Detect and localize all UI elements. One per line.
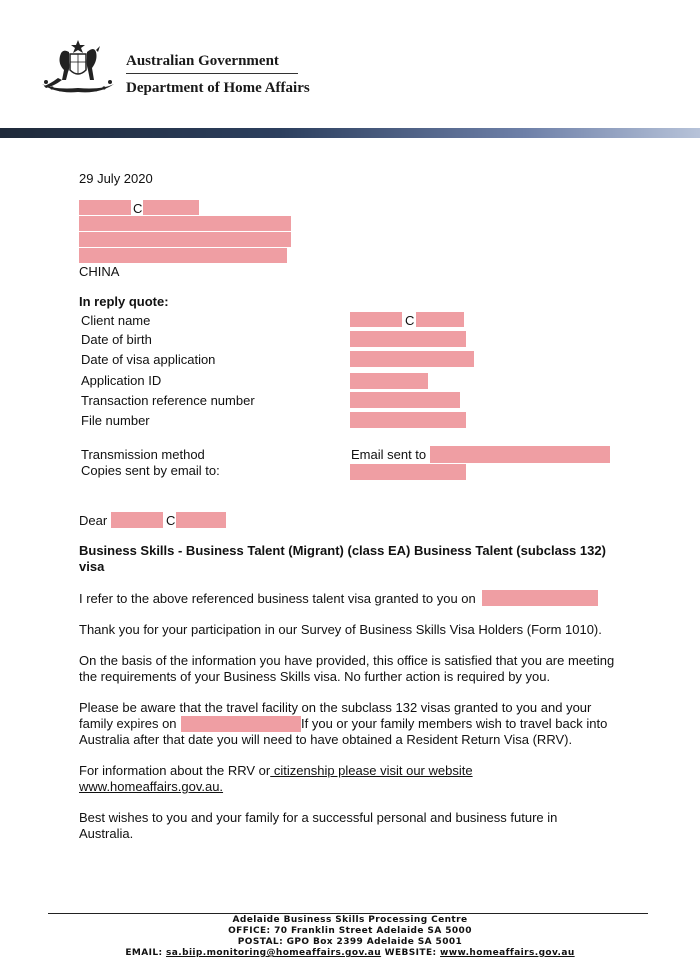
redacted-value bbox=[350, 392, 460, 408]
client-initial: C bbox=[405, 313, 415, 328]
copies-label: Copies sent by email to: bbox=[81, 463, 220, 478]
email-link[interactable]: sa.biip.monitoring@homeaffairs.gov.au bbox=[166, 948, 382, 958]
title-divider bbox=[126, 73, 298, 74]
letterhead bbox=[0, 0, 700, 128]
paragraph-text: Best wishes to you and your family for a successful personal and business future in bbox=[79, 810, 558, 825]
redacted-value bbox=[350, 331, 466, 347]
redacted-name bbox=[79, 200, 131, 215]
paragraph-grant: I refer to the above referenced business talent visa granted to you on bbox=[79, 591, 476, 606]
paragraph-text: Please be aware that the travel facility on the subclass 132 visas granted to you and your bbox=[79, 700, 592, 715]
footer-centre-name: Adelaide Business Skills Processing Centre bbox=[232, 915, 468, 925]
header-band bbox=[0, 128, 700, 138]
coat-of-arms-icon bbox=[36, 38, 120, 96]
redacted-date bbox=[181, 716, 301, 732]
field-label: Date of birth bbox=[81, 332, 152, 347]
paragraph-thanks: Thank you for your participation in our Survey of Business Skills Visa Holders (Form 1010). bbox=[79, 622, 602, 637]
footer-postal: POSTAL: GPO Box 2399 Adelaide SA 5001 bbox=[237, 937, 463, 947]
redacted-value bbox=[350, 312, 402, 327]
reply-quote-heading: In reply quote: bbox=[79, 294, 169, 309]
paragraph-line bbox=[79, 716, 639, 732]
redacted-address bbox=[79, 216, 291, 231]
transmission-value: Email sent to bbox=[351, 447, 427, 462]
redacted-date bbox=[482, 590, 598, 606]
redacted-name bbox=[176, 512, 226, 528]
redacted-address bbox=[79, 248, 287, 263]
footer-office: OFFICE: 70 Franklin Street Adelaide SA 5000 bbox=[228, 926, 472, 936]
field-label: Client name bbox=[81, 313, 151, 328]
recipient-country: CHINA bbox=[79, 264, 120, 279]
website-label: WEBSITE: bbox=[384, 948, 437, 958]
paragraph-rrv-info bbox=[79, 763, 639, 795]
website-link[interactable]: citizenship please visit our website bbox=[270, 763, 473, 778]
redacted-name bbox=[143, 200, 199, 215]
email-label: EMAIL: bbox=[125, 948, 163, 958]
salutation: Dear bbox=[79, 513, 108, 528]
paragraph-text: family expires on bbox=[79, 716, 177, 731]
recipient-initial: C bbox=[133, 201, 143, 216]
redacted-address bbox=[79, 232, 291, 247]
paragraph-satisfied bbox=[79, 653, 639, 685]
field-label: Transaction reference number bbox=[81, 393, 255, 408]
department-title: Department of Home Affairs bbox=[126, 80, 310, 96]
subject-line bbox=[79, 543, 639, 575]
paragraph-text: If you or your family members wish to travel back into bbox=[301, 716, 608, 731]
paragraph-text: Australia. bbox=[79, 826, 134, 841]
paragraph-text: Australia after that date you will need to have obtained a Resident Return Visa (RRV). bbox=[79, 732, 573, 747]
redacted-name bbox=[111, 512, 163, 528]
footer-contact bbox=[0, 947, 700, 959]
field-label: Application ID bbox=[81, 373, 162, 388]
paragraph-travel bbox=[79, 700, 639, 748]
redacted-value bbox=[350, 351, 474, 367]
paragraph-best-wishes bbox=[79, 810, 639, 842]
letter-date: 29 July 2020 bbox=[79, 171, 153, 186]
paragraph-text: On the basis of the information you have provided, this office is satisfied that you are meeting bbox=[79, 653, 615, 668]
subject-text: Business Skills - Business Talent (Migrant) (class EA) Business Talent (subclass 132) bbox=[79, 543, 606, 558]
paragraph-text: For information about the RRV or bbox=[79, 763, 271, 778]
salutation-initial: C bbox=[166, 513, 176, 528]
field-label: File number bbox=[81, 413, 150, 428]
website-link[interactable]: www.homeaffairs.gov.au bbox=[440, 948, 575, 958]
paragraph-text: the requirements of your Business Skills visa. No further action is required by you. bbox=[79, 669, 551, 684]
field-label: Date of visa application bbox=[81, 352, 216, 367]
redacted-value bbox=[350, 412, 466, 428]
redacted-email bbox=[350, 464, 466, 480]
redacted-value bbox=[416, 312, 464, 327]
transmission-label: Transmission method bbox=[81, 447, 205, 462]
redacted-email bbox=[430, 446, 610, 463]
subject-text: visa bbox=[79, 559, 105, 574]
website-link[interactable]: www.homeaffairs.gov.au. bbox=[79, 779, 224, 794]
redacted-value bbox=[350, 373, 428, 389]
government-title: Australian Government bbox=[126, 53, 279, 69]
